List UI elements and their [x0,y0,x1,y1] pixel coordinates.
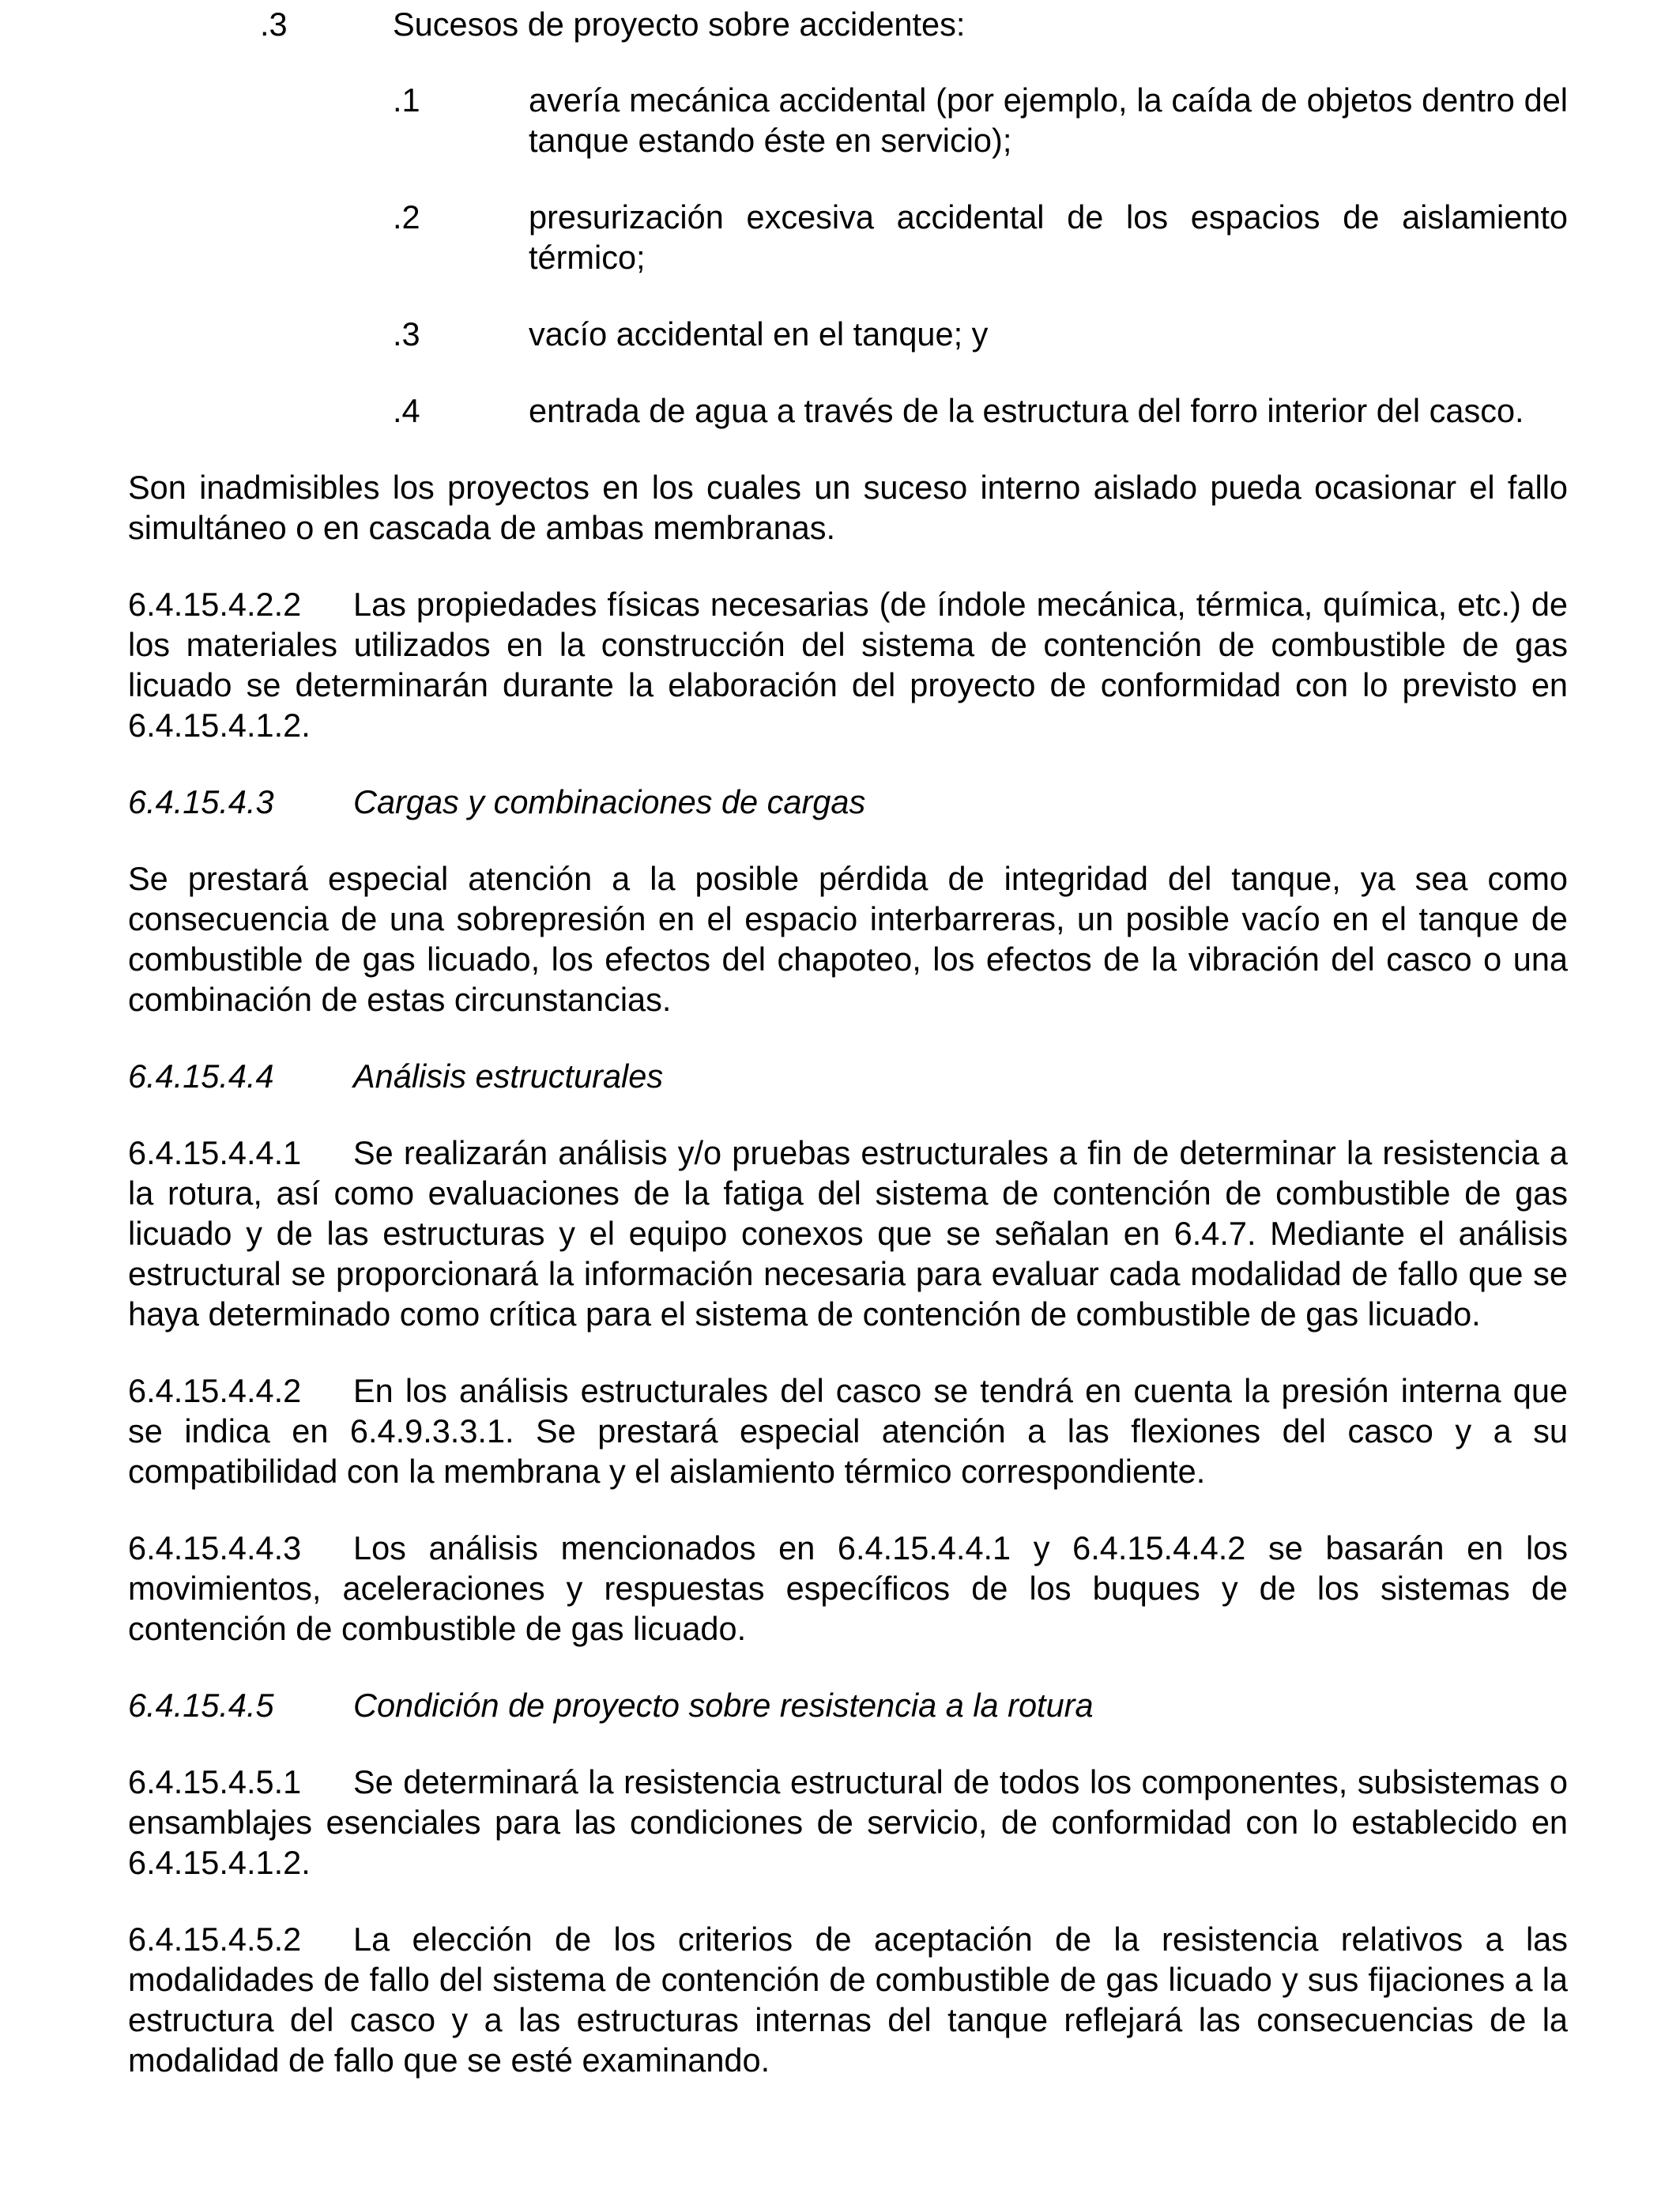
paragraph-number: 6.4.15.4.4.3 [128,1529,302,1566]
paragraph-text: La elección de los criterios de aceptación de la resistencia relativos a las modalidades de fallo del sistema de contención de combustible de gas licuado y sus fijaciones a la estructura del casco y a las estructuras internas del tanque reflejará las consecuencias de la modalidad de fallo que se esté examinando. [128,1921,1568,2079]
paragraph-text: Se determinará la resistencia estructural de todos los componentes, subsistemas o ensamblajes esenciales para las condiciones de servicio, de conformidad con lo establecido en 6.4.15.4.1.2. [128,1763,1568,1881]
section-number: 6.4.15.4.3 [128,783,274,820]
paragraph-number: 6.4.15.4.5.1 [128,1763,302,1800]
sublist-item-number: .3 [393,315,420,352]
paragraph-number: 6.4.15.4.5.2 [128,1921,302,1958]
paragraph-text: Los análisis mencionados en 6.4.15.4.4.1 y 6.4.15.4.4.2 se basarán en los movimientos, aceleraciones y respuestas específicos de los buques y de los sistemas de contención de combustible de gas licuado. [128,1529,1568,1647]
section-title: Cargas y combinaciones de cargas [353,783,866,820]
document-page [128,0,1568,2117]
sublist-item [128,80,1568,160]
sublist-item [128,314,1568,354]
paragraph-number: 6.4.15.4.4.1 [128,1134,302,1171]
paragraph-text: Se realizarán análisis y/o pruebas estructurales a fin de determinar la resistencia a la rotura, así como evaluaciones de la fatiga del sistema de contención de combustible de gas licuado y de las estructuras y el equipo conexos que se señalan en 6.4.7. Mediante el análisis estructural se proporcionará la información necesaria para evaluar cada modalidad de fallo que se haya determinado como crítica para el sistema de contención de combustible de gas licuado. [128,1134,1568,1333]
sublist-item-number: .4 [393,392,420,429]
paragraph-6-4-15-4-4-2 [128,1370,1568,1491]
paragraph-loads: Se prestará especial atención a la posible pérdida de integridad del tanque, ya sea como consecuencia de una sobrepresión en el espacio interbarreras, un posible vacío en el tanque de combustible de gas licuado, los efectos del chapoteo, los efectos de la vibración del casco o una combinación de estas circunstancias. [128,860,1568,1018]
sublist-item-text: vacío accidental en el tanque; y [529,315,989,352]
list-item-text: Sucesos de proyecto sobre accidentes: [393,6,966,43]
sublist-item-number: .2 [393,198,420,236]
paragraph-6-4-15-4-4-3 [128,1528,1568,1649]
sublist-item-number: .1 [393,81,420,119]
paragraph-text: Las propiedades físicas necesarias (de índole mecánica, térmica, química, etc.) de los materiales utilizados en la construcción del sistema de contención de combustible de gas licuado se determinarán durante la elaboración del proyecto de conformidad con lo previsto en 6.4.15.4.1.2. [128,586,1568,744]
section-title: Análisis estructurales [353,1057,664,1095]
section-heading-6-4-15-4-4 [128,1056,1568,1096]
section-number: 6.4.15.4.5 [128,1687,274,1724]
sublist-item [128,197,1568,277]
sublist-item-text: avería mecánica accidental (por ejemplo, la caída de objetos dentro del tanque estando éste en servicio); [529,81,1568,159]
paragraph-number: 6.4.15.4.4.2 [128,1372,302,1409]
section-title: Condición de proyecto sobre resistencia a la rotura [353,1687,1094,1724]
accident-events-sublist [128,80,1568,431]
section-number: 6.4.15.4.4 [128,1057,274,1095]
sublist-item [128,390,1568,431]
paragraph-6-4-15-4-4-1 [128,1133,1568,1334]
paragraph-inadmissible-designs: Son inadmisibles los proyectos en los cuales un suceso interno aislado pueda ocasionar el fallo simultáneo o en cascada de ambas membranas. [128,469,1568,546]
paragraph-number: 6.4.15.4.2.2 [128,586,302,623]
paragraph-6-4-15-4-2-2 [128,584,1568,745]
list-item-accident-events [128,4,1568,44]
paragraph-6-4-15-4-5-2 [128,1919,1568,2080]
paragraph-6-4-15-4-5-1 [128,1762,1568,1883]
section-heading-6-4-15-4-3 [128,782,1568,822]
section-heading-6-4-15-4-5 [128,1685,1568,1725]
list-item-number: .3 [260,6,288,43]
sublist-item-text: entrada de agua a través de la estructura del forro interior del casco. [529,392,1524,429]
paragraph-text: En los análisis estructurales del casco se tendrá en cuenta la presión interna que se indica en 6.4.9.3.3.1. Se prestará especial atención a las flexiones del casco y a su compatibilidad con la membrana y el aislamiento térmico correspondiente. [128,1372,1568,1490]
sublist-item-text: presurización excesiva accidental de los espacios de aislamiento térmico; [529,198,1568,276]
